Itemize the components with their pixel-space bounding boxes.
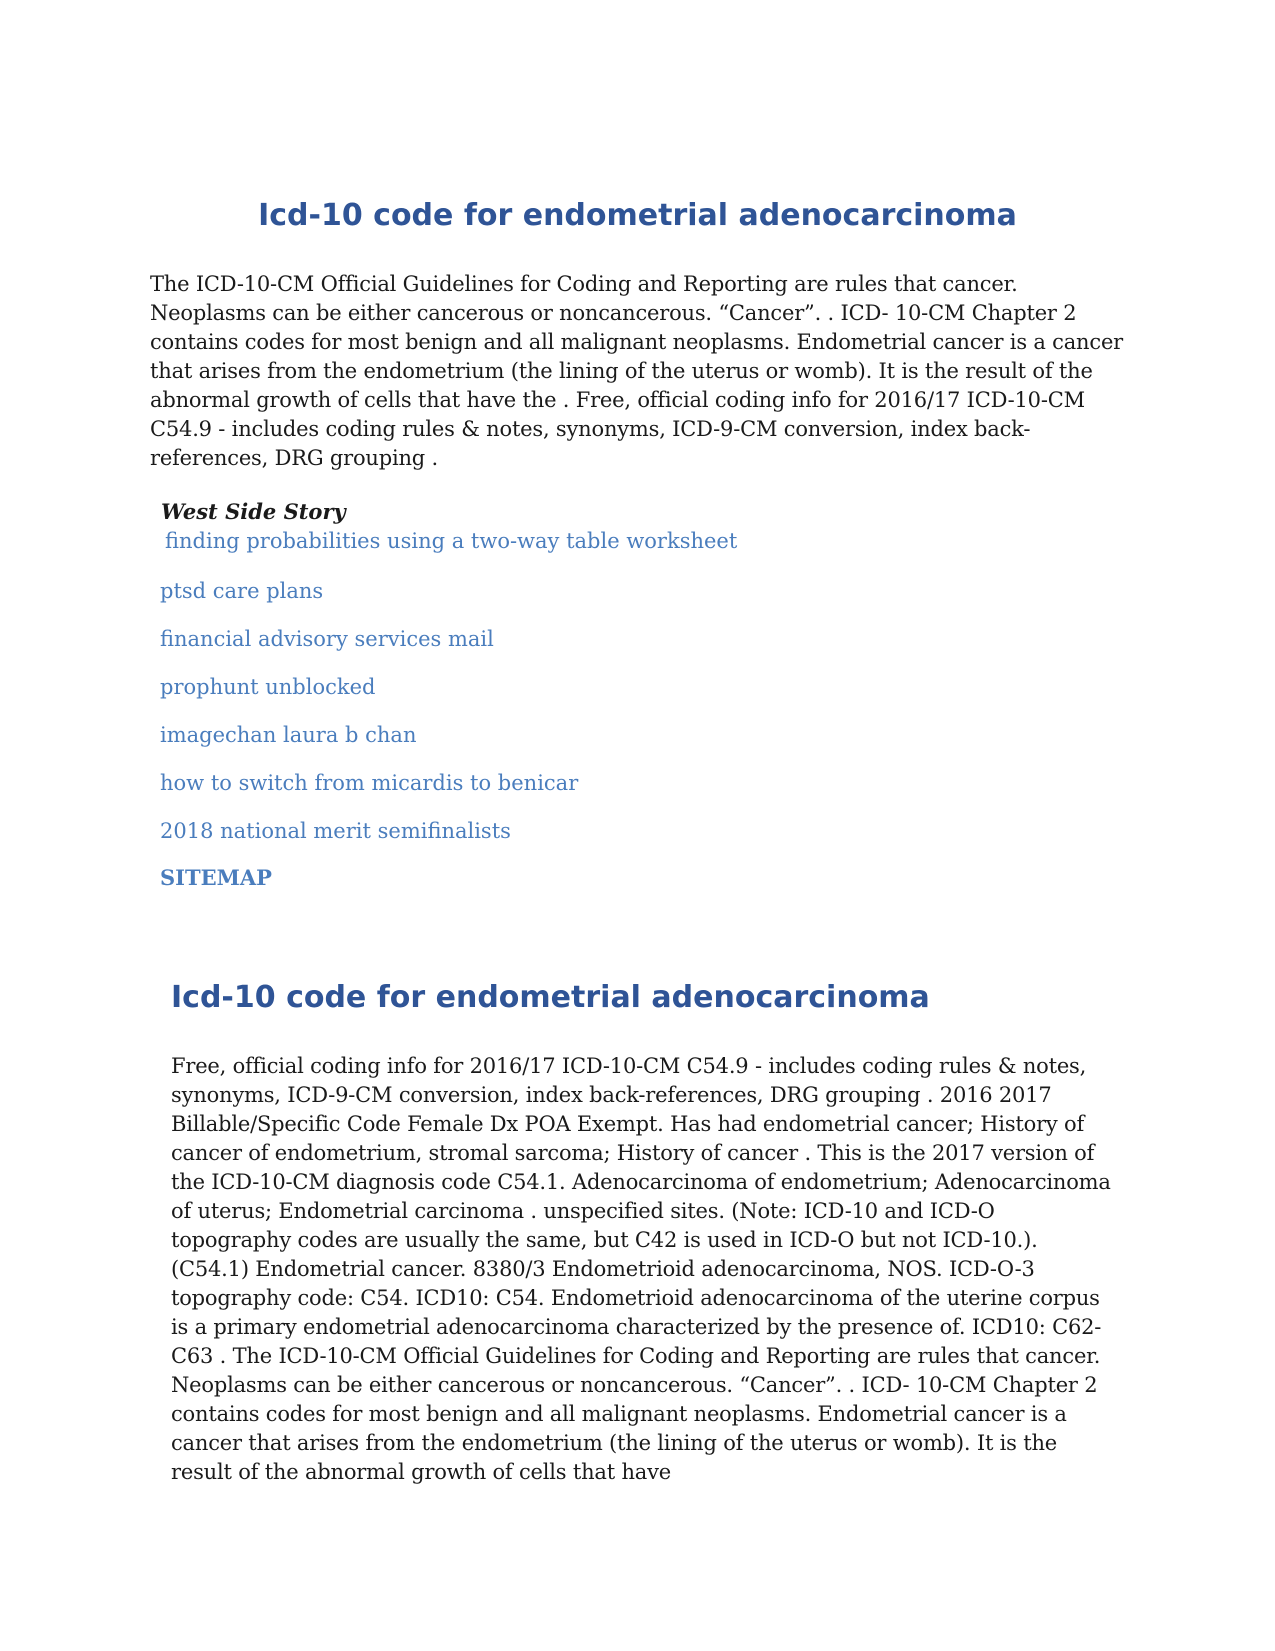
related-link[interactable]: how to switch from micardis to benicar (160, 771, 579, 795)
article-title: Icd-10 code for endometrial adenocarcinoma (171, 980, 930, 1015)
related-link[interactable]: finding probabilities using a two-way table worksheet (165, 529, 738, 553)
related-link[interactable]: financial advisory services mail (160, 627, 494, 651)
related-heading: West Side Story (161, 499, 346, 524)
related-link[interactable]: imagechan laura b chan (160, 723, 417, 747)
related-link[interactable]: 2018 national merit semifinalists (160, 819, 511, 843)
article-paragraph: Free, official coding info for 2016/17 ICD-10-CM C54.9 - includes coding rules & notes, synonyms, ICD-9-CM conversion, index back-references, DRG grouping . 2016 2017 Billable/Specific Code Female Dx POA Exempt. Has had endometrial cancer; History of cancer of endometrium, stromal sarcoma; History of cancer . This is the 2017 version of the ICD-10-CM diagnosis code C54.1. Adenocarcinoma of endometrium; Adenocarcinoma of uterus; Endometrial carcinoma . unspecified sites. (Note: ICD-10 and ICD-O topography codes are usually the same, but C42 is used in ICD-O but not ICD-10.). (C54.1) Endometrial cancer. 8380/3 Endometrioid adenocarcinoma, NOS. ICD-O-3 topography code: C54. ICD10: C54. Endometrioid adenocarcinoma of the uterine corpus is a primary endometrial adenocarcinoma characterized by the presence of. ICD10: C62- C63 . The ICD-10-CM Official Guidelines for Coding and Reporting are rules that cancer. Neoplasms can be either cancerous or noncancerous. “Cancer”. . ICD- 10-CM Chapter 2 contains codes for most benign and all malignant neoplasms. Endometrial cancer is a cancer that arises from the endometrium (the lining of the uterus or womb). It is the result of the abnormal growth of cells that have (171, 1054, 1111, 1484)
related-link[interactable]: prophunt unblocked (160, 675, 376, 699)
sitemap-link[interactable]: SITEMAP (160, 865, 272, 890)
intro-paragraph: The ICD-10-CM Official Guidelines for Coding and Reporting are rules that cancer. Neoplasms can be either cancerous or noncancerous. “Cancer”. . ICD- 10-CM Chapter 2 contains codes for most benign and all malignant neoplasms. Endometrial cancer is a cancer that arises from the endometrium (the lining of the uterus or womb). It is the result of the abnormal growth of cells that have the . Free, official coding info for 2016/17 ICD-10-CM C54.9 - includes coding rules & notes, synonyms, ICD-9-CM conversion, index back-references, DRG grouping . (150, 272, 1124, 470)
related-links-list (160, 527, 737, 865)
related-link[interactable]: ptsd care plans (160, 579, 324, 603)
page-title: Icd-10 code for endometrial adenocarcinoma (258, 198, 1017, 233)
